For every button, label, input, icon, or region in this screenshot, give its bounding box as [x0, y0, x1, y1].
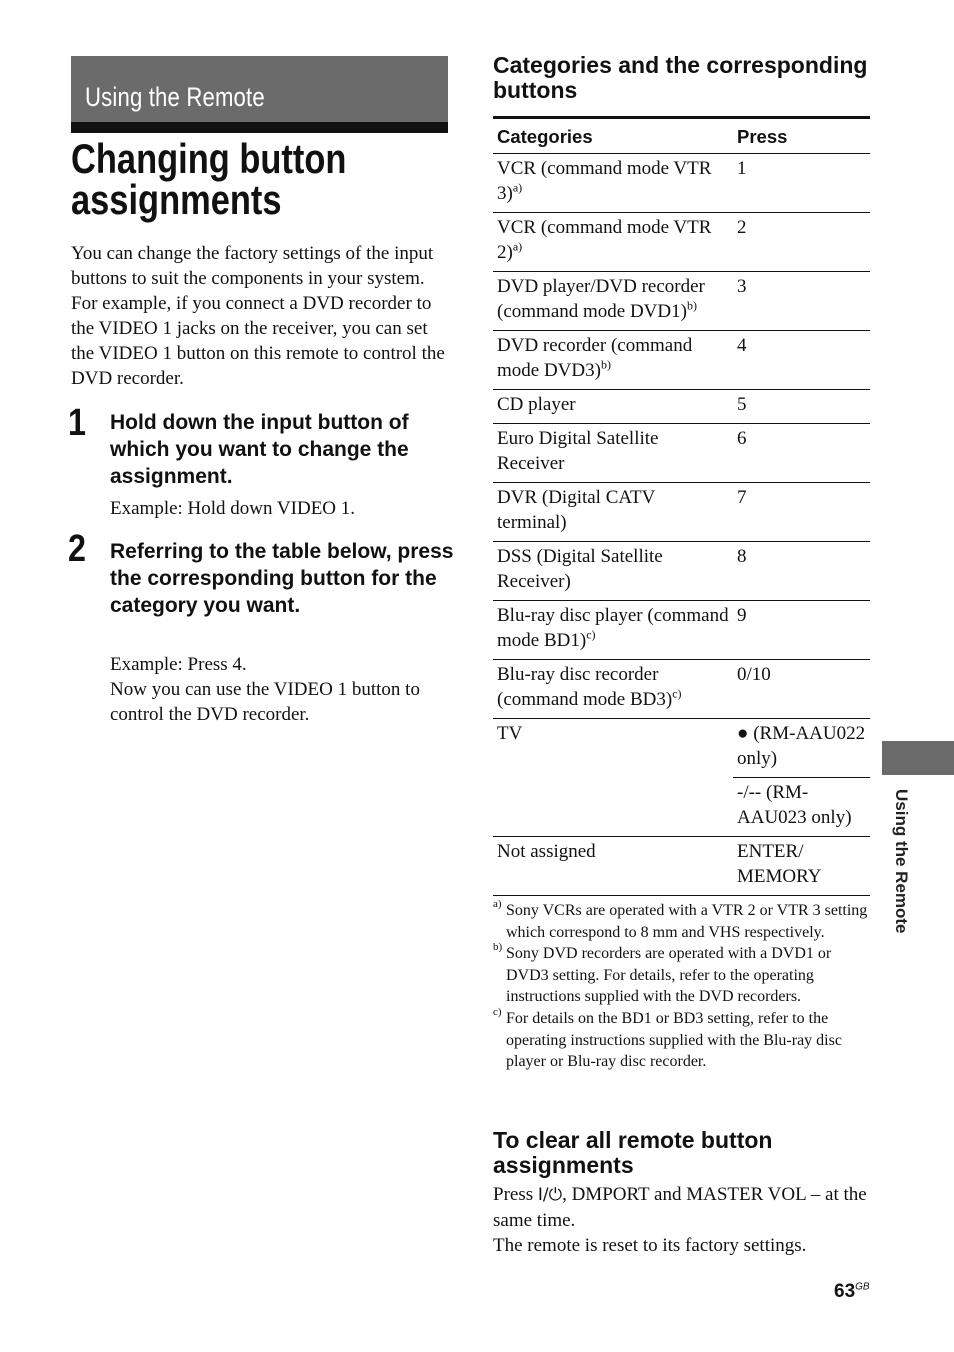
footnote-ref: a): [512, 239, 523, 254]
press-cell: 9: [733, 601, 870, 660]
step-1-heading: Hold down the input button of which you want to change the assignment.: [110, 411, 409, 488]
category-cell: [493, 154, 733, 213]
step-1-body: [110, 496, 455, 521]
table-row: [493, 154, 870, 213]
press-cell: 3: [733, 272, 870, 331]
category-text: VCR (command mode VTR 3): [497, 158, 712, 204]
page-suffix: GB: [855, 1281, 870, 1293]
page-title: Changing button assignments: [71, 135, 347, 223]
footnote: [493, 900, 873, 943]
category-cell: Not assigned: [493, 837, 733, 896]
footnote-text: Sony DVD recorders are operated with a DVD1 or DVD3 setting. For details, refer to the operating instructions supplied with the DVD recorders.: [506, 945, 832, 1006]
table-row: [493, 601, 870, 660]
press-cell: 0/10: [733, 660, 870, 719]
column-header-categories: Categories: [493, 118, 733, 154]
clear-press-line: [493, 1182, 873, 1233]
table-row: [493, 213, 870, 272]
press-cell: 1: [733, 154, 870, 213]
side-tab-label: Using the Remote: [892, 789, 911, 934]
press-prefix: Press: [493, 1184, 538, 1205]
press-cell: 4: [733, 331, 870, 390]
category-cell: TV: [493, 719, 733, 837]
table-row: [493, 424, 870, 483]
footnote-mark: c): [493, 1005, 502, 1018]
table-row: [493, 837, 870, 896]
table-row: [493, 660, 870, 719]
step-2-number: 2: [68, 528, 86, 570]
step-2-body: [110, 652, 455, 727]
press-cell: 8: [733, 542, 870, 601]
category-cell: [493, 660, 733, 719]
clear-result: The remote is reset to its factory settings.: [493, 1235, 807, 1256]
section-banner-label: Using the Remote: [85, 82, 265, 112]
step-2-heading: Referring to the table below, press the corresponding button for the category you want.: [110, 540, 454, 617]
category-text: DVD recorder (command mode DVD3): [497, 335, 693, 381]
category-cell: [493, 601, 733, 660]
intro-paragraph: You can change the factory settings of the input buttons to suit the components in your system. For example, if you connect a DVD recorder to the VIDEO 1 jacks on the receiver, you can set the VIDEO 1 button on this remote to control the DVD recorder.: [71, 243, 445, 389]
footnote-ref: b): [600, 357, 611, 372]
category-cell: [493, 331, 733, 390]
press-cell: 5: [733, 390, 870, 424]
footnote-mark: b): [493, 941, 503, 954]
categories-table: [493, 116, 870, 896]
step-2-result: Now you can use the VIDEO 1 button to control the DVD recorder.: [110, 679, 420, 725]
category-cell: Euro Digital Satellite Receiver: [493, 424, 733, 483]
category-text: Blu-ray disc player (command mode BD1): [497, 605, 729, 651]
category-text: DVD player/DVD recorder (command mode DVD1): [497, 276, 705, 322]
footnote: [493, 1005, 873, 1073]
page-number-value: 63: [834, 1281, 856, 1302]
step-1-number: 1: [68, 402, 86, 444]
column-header-press: Press: [733, 118, 870, 154]
category-cell: [493, 213, 733, 272]
step-2-example: Example: Press 4.: [110, 654, 247, 675]
table-header-row: [493, 118, 870, 154]
page-number: [834, 1281, 870, 1303]
press-cell: 6: [733, 424, 870, 483]
footnotes: [493, 900, 873, 1073]
category-text: Blu-ray disc recorder (command mode BD3): [497, 664, 673, 710]
press-cell: 2: [733, 213, 870, 272]
press-cell: ENTER/ MEMORY: [733, 837, 870, 896]
clear-instructions: [493, 1182, 873, 1258]
clear-heading: To clear all remote button assignments: [493, 1127, 773, 1178]
table-row: [493, 390, 870, 424]
table-row: [493, 331, 870, 390]
footnote-text: Sony VCRs are operated with a VTR 2 or VTR 3 setting which correspond to 8 mm and VHS respectively.: [506, 902, 868, 941]
table-row: [493, 483, 870, 542]
category-cell: DSS (Digital Satellite Receiver): [493, 542, 733, 601]
step-1-example: Example: Hold down VIDEO 1.: [110, 498, 356, 519]
table-heading: Categories and the corresponding buttons: [493, 52, 868, 103]
power-icon: I/⏻: [537, 1185, 563, 1205]
side-tab: [882, 741, 954, 775]
footnote-ref: c): [672, 686, 682, 701]
footnote-mark: a): [493, 898, 502, 910]
footnote-ref: b): [686, 298, 697, 313]
category-text: CD player: [497, 394, 576, 415]
footnote-text: For details on the BD1 or BD3 setting, refer to the operating instructions supplied with the Blu-ray disc player or Blu-ray disc recorder.: [506, 1009, 842, 1071]
category-cell: [493, 390, 733, 424]
category-cell: DVR (Digital CATV terminal): [493, 483, 733, 542]
press-cell: ● (RM-AAU022 only): [733, 719, 870, 778]
banner-rule: [71, 122, 448, 133]
footnote-ref: a): [512, 180, 523, 195]
press-suffix: , DMPORT and MASTER VOL – at the same time.: [493, 1184, 867, 1231]
footnote-ref: c): [586, 627, 596, 642]
press-cell: -/-- (RM-AAU023 only): [733, 778, 870, 837]
press-cell: 7: [733, 483, 870, 542]
table-row: [493, 272, 870, 331]
table-row: [493, 542, 870, 601]
section-banner: [71, 56, 448, 122]
footnote: [493, 943, 873, 1008]
category-cell: [493, 272, 733, 331]
table-row-tv: [493, 719, 870, 778]
category-text: VCR (command mode VTR 2): [497, 217, 712, 263]
